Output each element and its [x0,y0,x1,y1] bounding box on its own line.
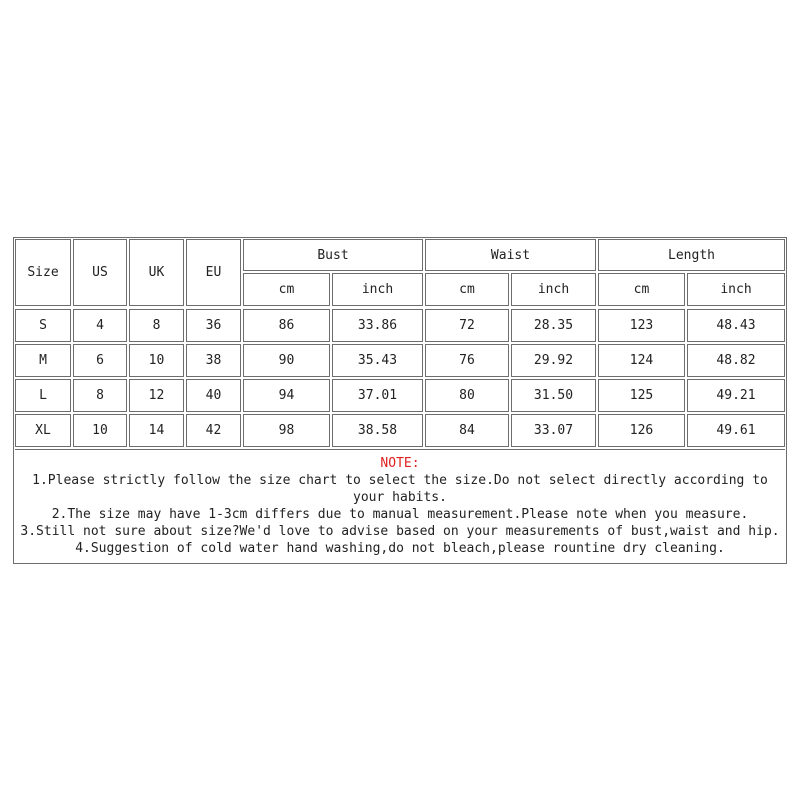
note-line-4: 4.Suggestion of cold water hand washing,do not bleach,please rountine dry cleaning. [75,541,725,556]
table-cell-bust-cm: 98 [243,414,330,447]
header-bust: Bust [243,239,423,271]
table-cell-waist-inch: 31.50 [511,379,596,412]
table-cell-length-inch: 48.82 [687,344,785,377]
table-cell-bust-inch: 37.01 [332,379,423,412]
table-cell-bust-cm: 94 [243,379,330,412]
header-size: Size [15,239,71,306]
header-length-cm: cm [598,273,685,306]
note-line-1: 1.Please strictly follow the size chart to select the size.Do not select directly according to your habits. [32,473,768,505]
header-waist-inch: inch [511,273,596,306]
table-cell-bust-cm: 86 [243,309,330,342]
note-line-2: 2.The size may have 1-3cm differs due to manual measurement.Please note when you measure. [51,507,749,522]
table-cell-us: 4 [73,309,127,342]
table-cell-waist-cm: 84 [425,414,509,447]
table-cell-size: M [15,344,71,377]
header-length-inch: inch [687,273,785,306]
table-cell-length-cm: 125 [598,379,685,412]
table-cell-length-cm: 126 [598,414,685,447]
table-cell-us: 8 [73,379,127,412]
table-cell-bust-inch: 33.86 [332,309,423,342]
header-us: US [73,239,127,306]
header-eu: EU [186,239,241,306]
table-cell-size: XL [15,414,71,447]
table-cell-bust-inch: 35.43 [332,344,423,377]
table-cell-bust-inch: 38.58 [332,414,423,447]
note-line-3: 3.Still not sure about size?We'd love to advise based on your measurements of bust,waist and hip. [20,524,780,539]
header-uk: UK [129,239,184,306]
table-cell-eu: 38 [186,344,241,377]
table-cell-us: 10 [73,414,127,447]
size-chart [13,237,787,564]
table-cell-size: S [15,309,71,342]
header-bust-cm: cm [243,273,330,306]
table-cell-waist-inch: 33.07 [511,414,596,447]
table-cell-uk: 12 [129,379,184,412]
header-waist: Waist [425,239,596,271]
header-length: Length [598,239,785,271]
table-cell-waist-cm: 76 [425,344,509,377]
table-cell-waist-cm: 72 [425,309,509,342]
header-waist-cm: cm [425,273,509,306]
header-bust-inch: inch [332,273,423,306]
table-cell-eu: 42 [186,414,241,447]
table-cell-us: 6 [73,344,127,377]
table-cell-waist-inch: 29.92 [511,344,596,377]
table-cell-waist-inch: 28.35 [511,309,596,342]
table-cell-length-cm: 123 [598,309,685,342]
table-cell-uk: 14 [129,414,184,447]
table-cell-uk: 8 [129,309,184,342]
table-cell-length-cm: 124 [598,344,685,377]
table-cell-uk: 10 [129,344,184,377]
table-cell-eu: 40 [186,379,241,412]
note-title: NOTE: [380,456,420,471]
table-cell-bust-cm: 90 [243,344,330,377]
table-cell-length-inch: 49.21 [687,379,785,412]
note-box [15,449,785,562]
table-cell-length-inch: 48.43 [687,309,785,342]
table-cell-size: L [15,379,71,412]
table-cell-waist-cm: 80 [425,379,509,412]
table-cell-length-inch: 49.61 [687,414,785,447]
table-cell-eu: 36 [186,309,241,342]
